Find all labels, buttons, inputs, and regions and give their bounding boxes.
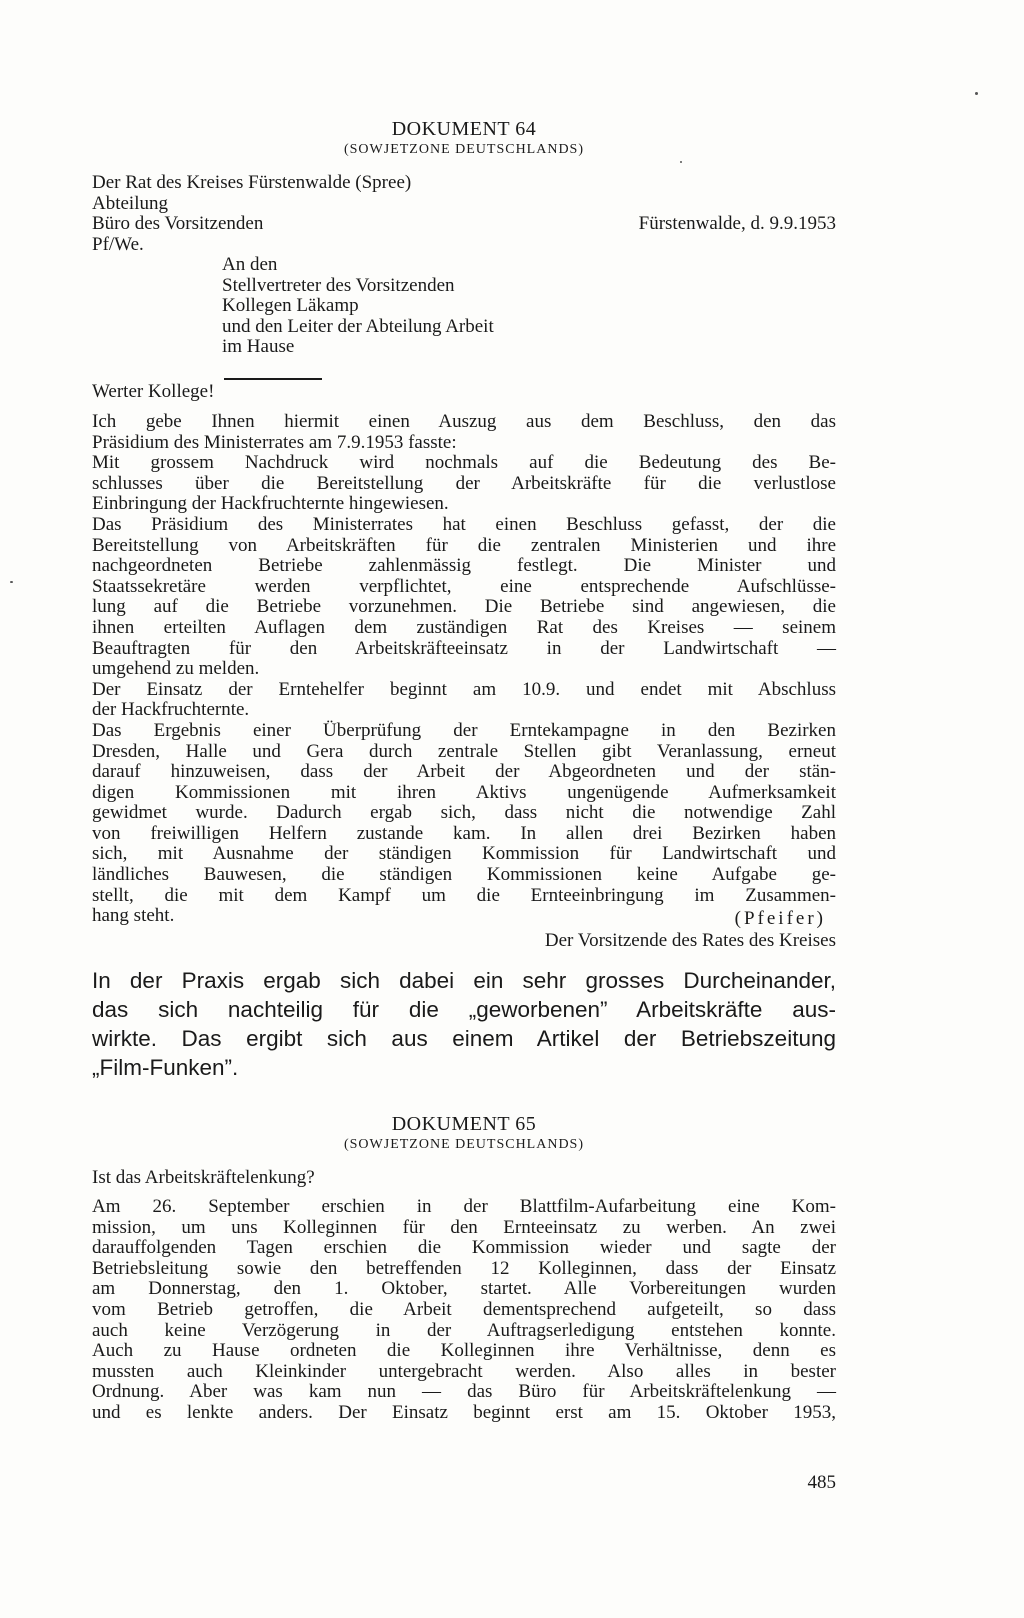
body-line: Dresden, Halle und Gera durch zentrale Stellen gibt Veranlassung, erneut	[92, 740, 836, 762]
body-line: am Donnerstag, den 1. Oktober, startet. Alle Vorbereitungen wurden	[92, 1278, 836, 1300]
narrative-paragraph	[92, 966, 836, 1082]
narrative-line: wirkte. Das ergibt sich aus einem Artikel der Betriebszeitung	[92, 1026, 836, 1051]
body-line: Bereitstellung von Arbeitskräften für die zentralen Ministerien und ihre	[92, 534, 836, 556]
sender-line-1: Der Rat des Kreises Fürstenwalde (Spree)	[92, 172, 412, 193]
doc64-body	[92, 412, 836, 927]
signature-name: (Pfeifer)	[734, 908, 826, 929]
scan-speck	[680, 161, 682, 163]
body-line: von freiwilligen Helfern zustande kam. In allen drei Bezirken haben	[92, 822, 836, 844]
doc65-heading: Ist das Arbeitskräftelenkung?	[92, 1167, 315, 1188]
body-line: Einbringung der Hackfruchternte hingewiesen.	[92, 493, 449, 515]
body-line: sich, mit Ausnahme der ständigen Kommission für Landwirtschaft und	[92, 843, 836, 865]
sender-line-4: Pf/We.	[92, 233, 144, 255]
addressee-line: Stellvertreter des Vorsitzenden	[222, 274, 455, 296]
body-line: darauf hinzuweisen, dass der Arbeit der Abgeordneten und der stän-	[92, 761, 836, 783]
body-line: Am 26. September erschien in der Blattfilm-Aufarbeitung eine Kom-	[92, 1196, 836, 1217]
body-line: digen Kommissionen mit ihren Aktivs ungenügende Aufmerksamkeit	[92, 781, 836, 803]
doc64-sender	[92, 173, 836, 255]
addressee-line: im Hause	[222, 336, 295, 358]
body-line: stellt, die mit dem Kampf um die Ernteeinbringung im Zusammen-	[92, 884, 836, 906]
doc65-body	[92, 1197, 836, 1424]
doc64-addressee	[222, 255, 494, 358]
sender-line-3: Büro des Vorsitzenden	[92, 213, 264, 235]
doc64-salutation-block	[92, 382, 836, 403]
doc65-subtitle: (SOWJETZONE DEUTSCHLANDS)	[343, 1137, 585, 1152]
addressee-line: und den Leiter der Abteilung Arbeit	[222, 315, 494, 337]
scan-speck	[10, 581, 13, 583]
addressee-line: Kollegen Läkamp	[222, 295, 359, 317]
body-line: umgehend zu melden.	[92, 658, 260, 680]
body-line: nachgeordneten Betriebe zahlenmässig festlegt. Die Minister und	[92, 555, 836, 577]
doc65-title: DOKUMENT 65	[391, 1113, 537, 1135]
doc64-title: DOKUMENT 64	[391, 118, 537, 140]
body-line: mission, um uns Kolleginnen für den Ernteeinsatz zu werben. An zwei	[92, 1216, 836, 1238]
signature-title: Der Vorsitzende des Rates des Kreises	[544, 930, 836, 951]
body-line: Mit grossem Nachdruck wird nochmals auf die Bedeutung des Be-	[92, 452, 836, 474]
sender-line-2: Abteilung	[92, 192, 168, 214]
body-line: Das Präsidium des Ministerrates hat einen Beschluss gefasst, der die	[92, 513, 836, 535]
addressee-line: An den	[222, 254, 278, 275]
doc64-signature	[545, 908, 836, 952]
body-line: ländliches Bauwesen, die ständigen Kommissionen keine Aufgabe ge-	[92, 864, 836, 886]
page-number: 485	[807, 1472, 836, 1493]
sender-line-3-row	[92, 214, 836, 235]
place-date: Fürstenwalde, d. 9.9.1953	[638, 213, 836, 235]
body-line: und es lenkte anders. Der Einsatz beginnt erst am 15. Oktober 1953,	[92, 1401, 836, 1423]
body-line: Ordnung. Aber was kam nun — das Büro für Arbeitskräftelenkung —	[92, 1381, 836, 1403]
doc65-header	[92, 1113, 836, 1154]
body-line: schlusses über die Bereitstellung der Arbeitskräfte für die verlustlose	[92, 472, 836, 494]
body-line: Auch zu Hause ordneten die Kolleginnen ihre Verhältnisse, denn es	[92, 1340, 836, 1362]
narrative-line: In der Praxis ergab sich dabei ein sehr grosses Durcheinander,	[92, 968, 836, 993]
body-line: mussten auch Kleinkinder untergebracht werden. Also alles in bester	[92, 1360, 836, 1382]
body-line: der Hackfruchternte.	[92, 699, 250, 721]
body-line: vom Betrieb getroffen, die Arbeit dementsprechend aufgeteilt, so dass	[92, 1298, 836, 1320]
doc65-heading-block	[92, 1168, 836, 1189]
salutation: Werter Kollege!	[92, 381, 215, 402]
body-line: darauffolgenden Tagen erschien die Kommission wieder und sagte der	[92, 1237, 836, 1259]
body-line: lung auf die Betriebe vorzunehmen. Die Betriebe sind angewiesen, die	[92, 596, 836, 618]
body-line: Der Einsatz der Erntehelfer beginnt am 10.9. und endet mit Abschluss	[92, 678, 836, 700]
narrative-line: „Film-Funken”.	[92, 1055, 239, 1080]
body-line: Präsidium des Ministerrates am 7.9.1953 fasste:	[92, 431, 457, 453]
doc64-header	[92, 118, 836, 159]
body-line: hang steht.	[92, 905, 175, 927]
addressee-rule	[224, 378, 322, 380]
doc64-subtitle: (SOWJETZONE DEUTSCHLANDS)	[343, 142, 585, 157]
narrative-line: das sich nachteilig für die „geworbenen” Arbeitskräfte aus-	[92, 997, 836, 1022]
body-line: Beauftragten für den Arbeitskräfteeinsatz in der Landwirtschaft —	[92, 637, 836, 659]
body-line: gewidmet wurde. Dadurch ergab sich, dass nicht die notwendige Zahl	[92, 802, 836, 824]
body-line: auch keine Verzögerung in der Auftragserledigung entstehen konnte.	[92, 1319, 836, 1341]
body-line: ihnen erteilten Auflagen dem zuständigen Rat des Kreises — seinem	[92, 616, 836, 638]
body-line: Ich gebe Ihnen hiermit einen Auszug aus dem Beschluss, den das	[92, 411, 836, 432]
body-line: Das Ergebnis einer Überprüfung der Erntekampagne in den Bezirken	[92, 719, 836, 741]
body-line: Staatssekretäre werden verpflichtet, eine entsprechende Aufschlüsse-	[92, 575, 836, 597]
body-line: Betriebsleitung sowie den betreffenden 12 Kolleginnen, dass der Einsatz	[92, 1257, 836, 1279]
scan-speck	[975, 92, 978, 95]
